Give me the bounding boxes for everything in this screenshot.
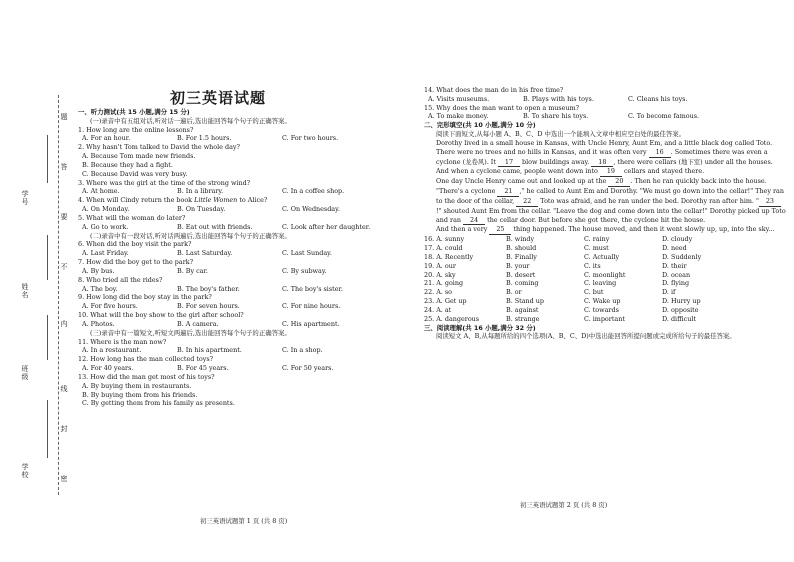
- option: C. For 50 years.: [282, 364, 334, 373]
- passage-paragraph: Dorothy lived in a small house in Kansas, with Uncle Henry, Aunt Em, and a little black dog called Toto.: [436, 138, 773, 147]
- option: B. By car.: [177, 266, 208, 275]
- question: 9. How long did the boy stay in the park?: [78, 293, 212, 302]
- option: A. For 40 years.: [82, 364, 134, 373]
- passage-text: And then a very: [436, 225, 488, 234]
- seal-char: 线: [60, 385, 68, 393]
- option: A. Last Friday.: [82, 249, 129, 258]
- cloze-option: 20. A. sky: [424, 270, 456, 279]
- option: B. Plays with his toys.: [523, 94, 594, 103]
- passage-paragraph: [424, 225, 786, 235]
- passage-text: cellars and stayed there.: [623, 167, 705, 176]
- section-instruction: 阅读短文 A、B,从每题所给的四个选项(A、B、C、D)中选出能回答所提问题或完成所给句子的最佳答案。: [436, 332, 736, 341]
- question: 12. How long has the man collected toys?: [78, 355, 214, 364]
- option: C. Look after her daughter.: [282, 222, 371, 231]
- listening-section: [78, 108, 400, 408]
- blank-20: 20: [608, 177, 630, 187]
- blank-22: 22: [516, 197, 538, 207]
- question: 15. Why does the man want to open a museum?: [424, 103, 580, 112]
- option: B. For 45 years.: [177, 364, 229, 373]
- passage-text: !" shouted Aunt Em from the cellar. "Leave the dog and come down into the cellar!" Dorothy picked up Toto and ran: [436, 206, 786, 224]
- blank-23: 23: [759, 197, 781, 207]
- name-label: 姓名: [21, 283, 29, 299]
- cloze-option: 23. A. Get up: [424, 297, 467, 306]
- question-text: 4. When will Cindy return the book: [78, 196, 195, 205]
- cloze-option: B. your: [506, 261, 530, 270]
- sub-instruction: (二)录音中有一段对话,听对话两遍后,选出能回答每个句子的正确答案。: [90, 231, 291, 240]
- cloze-option: D. opposite: [662, 305, 699, 314]
- section-instruction: 阅读下面短文,从每小题 A、B、C、D 中选出一个能填入文章中相应空白处的最佳答案。: [436, 130, 686, 139]
- option: C. In a coffee shop.: [282, 187, 345, 196]
- passage-paragraph: [424, 148, 786, 177]
- cloze-option: D. if: [662, 288, 676, 297]
- passage-text: . Sometimes there was even a cyclone (龙卷风). It: [436, 147, 768, 166]
- page-footer: 初三英语试题第 1 页 (共 8 页): [200, 517, 288, 525]
- school-label: 学校: [21, 463, 29, 479]
- option: B. In a library.: [177, 187, 224, 196]
- passage-text: One day Uncle Henry came out and looked up at the: [436, 177, 607, 186]
- option: A. To make money.: [428, 112, 489, 121]
- book-title: Little Women: [194, 196, 238, 205]
- question-text: to Alice?: [237, 196, 268, 205]
- option: A. Visits museums.: [428, 94, 490, 103]
- option: A. In a restaurant.: [82, 346, 142, 355]
- question: 2. Why hasn't Tom talked to David the whole day?: [78, 143, 240, 152]
- option: B. By buying them from his friends.: [82, 390, 198, 399]
- question: 7. How did the boy get to the park?: [78, 258, 194, 267]
- cloze-option: D. ocean: [662, 270, 691, 279]
- option: C. His apartment.: [282, 319, 340, 328]
- option: C. By getting them from his family as presents.: [82, 399, 235, 408]
- cloze-option: B. against: [506, 305, 539, 314]
- class-label: 班级: [21, 365, 29, 381]
- school-line: [47, 400, 48, 458]
- cloze-option: C. must: [584, 244, 609, 253]
- option: C. For nine hours.: [282, 302, 341, 311]
- blank-19: 19: [600, 167, 622, 177]
- student-id-line: [47, 135, 48, 183]
- cloze-option: B. windy: [506, 235, 535, 244]
- cloze-option: C. towards: [584, 305, 619, 314]
- passage-text: Toto was afraid, and he ran under the bed. Dorothy ran after him. ": [540, 196, 759, 205]
- blank-24: 24: [463, 216, 485, 226]
- question: 11. Where is the man now?: [78, 337, 167, 346]
- passage-text: . Then he ran quickly back into the house. "There's a cyclone: [436, 177, 767, 196]
- class-line: [47, 315, 48, 360]
- page-footer: 初三英语试题第 2 页 (共 8 页): [520, 501, 608, 509]
- option: C. In a shop.: [282, 346, 323, 355]
- cloze-option: D. flying: [662, 279, 690, 288]
- passage-text: thing happened. The house moved, and then it went slowly up, up, into the sky...: [513, 225, 775, 234]
- cloze-option: B. Stand up: [506, 297, 544, 306]
- option: A. Because Tom made new friends.: [82, 152, 196, 161]
- option: B. Because they had a fight.: [82, 160, 173, 169]
- passage-text: the cellar door. But before she got there, the cyclone hit the house.: [487, 215, 706, 224]
- option: A. Photos.: [82, 319, 115, 328]
- option: B. In his apartment.: [177, 346, 242, 355]
- cloze-option: D. need: [662, 244, 687, 253]
- cloze-option: 25. A. dangerous: [424, 314, 480, 323]
- option: B. Last Saturday.: [177, 249, 233, 258]
- cloze-option: B. desert: [506, 270, 536, 279]
- seal-char: 密: [60, 475, 68, 483]
- cloze-option: 17. A. could: [424, 244, 463, 253]
- cloze-option: D. their: [662, 261, 687, 270]
- option: A. At home.: [82, 187, 120, 196]
- binding-margin: [18, 95, 66, 495]
- blank-17: 17: [498, 158, 520, 168]
- question: 14. What does the man do in his free time?: [424, 86, 564, 94]
- student-id-label: 学号: [21, 190, 29, 206]
- cloze-option: C. Wake up: [584, 297, 621, 306]
- seal-char: 封: [60, 425, 68, 433]
- blank-16: 16: [649, 148, 671, 158]
- cloze-option: D. cloudy: [662, 235, 693, 244]
- option: C. For two hours.: [282, 134, 339, 143]
- option: B. Eat out with friends.: [177, 222, 253, 231]
- passage-text: , there were cellars (地下室) under all the houses. And when a cyclone came, people went down into: [436, 157, 773, 176]
- question: 5. What will the woman do later?: [78, 213, 186, 222]
- blank-18: 18: [591, 158, 613, 168]
- section-heading: 三、阅读理解(共 16 小题,满分 32 分): [424, 323, 536, 332]
- cloze-option: 24. A. at: [424, 305, 452, 314]
- seal-char: 答: [60, 163, 68, 171]
- right-column: [424, 86, 786, 341]
- section-heading: 一、听力测试(共 15 小题,满分 15 分): [78, 108, 190, 116]
- cloze-option: C. its: [584, 261, 601, 270]
- blank-21: 21: [497, 187, 519, 197]
- exam-page-2: [410, 0, 794, 562]
- cloze-option: C. Actually: [584, 252, 620, 261]
- cloze-option: C. rainy: [584, 235, 610, 244]
- cloze-option: B. Finally: [506, 252, 537, 261]
- passage-text: ," he called to Aunt Em and Dorothy. "We must go down into the cellar!" They ran to the door of the cellar,: [436, 187, 784, 205]
- question: 13. How did the man get most of his toys?: [78, 372, 215, 381]
- cloze-option: C. important: [584, 314, 625, 323]
- option: A. The boy.: [82, 284, 118, 293]
- option: C. On Wednesday.: [282, 205, 340, 214]
- option: C. Cleans his toys.: [628, 94, 688, 103]
- option: B. To share his toys.: [523, 112, 589, 121]
- passage-text: blow buildings away.: [522, 157, 590, 166]
- cloze-option: C. but: [584, 288, 604, 297]
- cloze-option: 16. A. sunny: [424, 235, 465, 244]
- seal-char: 内: [60, 320, 68, 328]
- option: C. The boy's sister.: [282, 284, 343, 293]
- option: B. A camera.: [177, 319, 219, 328]
- question: 10. What will the boy show to the girl after school?: [78, 311, 244, 320]
- seal-char: 不: [60, 263, 68, 271]
- seal-char: 题: [60, 113, 68, 121]
- cloze-option: D. difficult: [662, 314, 696, 323]
- cloze-option: C. moonlight: [584, 270, 626, 279]
- question: 1. How long are the online lessons?: [78, 125, 194, 134]
- option: B. On Tuesday.: [177, 205, 226, 214]
- cloze-option: 18. A. Recently: [424, 252, 474, 261]
- cloze-option: B. should: [506, 244, 537, 253]
- sub-instruction: (三)录音中有一篇短文,听短文两遍后,选出能回答每个句子的正确答案。: [90, 328, 291, 337]
- cloze-option: D. Hurry up: [662, 297, 701, 306]
- cloze-options: [424, 235, 786, 323]
- option: A. On Monday.: [82, 205, 130, 214]
- cloze-option: 22. A. so: [424, 288, 452, 297]
- option: C. By subway.: [282, 266, 327, 275]
- cloze-option: 21. A. going: [424, 279, 464, 288]
- cloze-option: C. leaving: [584, 279, 617, 288]
- option: B. For 1.5 hours.: [177, 134, 232, 143]
- option: B. For seven hours.: [177, 302, 240, 311]
- question: 6. When did the boy visit the park?: [78, 240, 192, 249]
- exam-title: 初三英语试题: [170, 89, 267, 107]
- option: C. Last Sunday.: [282, 249, 332, 258]
- option: A. For an hour.: [82, 134, 131, 143]
- option: A. Go to work.: [82, 222, 129, 231]
- cloze-option: B. or: [506, 288, 522, 297]
- passage-paragraph: [424, 177, 786, 225]
- option: C. To become famous.: [628, 112, 700, 121]
- cloze-option: B. strange: [506, 314, 540, 323]
- blank-25: 25: [489, 225, 511, 235]
- option: B. The boy's father.: [177, 284, 240, 293]
- passage-text: There were no trees and no hills in Kansas, and it was often very: [436, 147, 647, 156]
- option: A. By buying them in restaurants.: [82, 381, 192, 390]
- seal-line: [58, 95, 59, 495]
- name-line: [47, 235, 48, 280]
- cloze-option: 19. A. our: [424, 261, 456, 270]
- question: 8. Who tried all the rides?: [78, 275, 163, 284]
- question: [78, 196, 400, 205]
- question: 3. Where was the girl at the time of the strong wind?: [78, 178, 251, 187]
- section-heading: 二、完形填空(共 10 小题,满分 10 分): [424, 121, 536, 130]
- cloze-option: D. Suddenly: [662, 252, 702, 261]
- option: A. By bus.: [82, 266, 115, 275]
- option: C. Because David was very busy.: [82, 169, 188, 178]
- option: A. For five hours.: [82, 302, 138, 311]
- cloze-option: B. coming: [506, 279, 539, 288]
- sub-instruction: (一)录音中有五组对话,听对话一遍后,选出能回答每个句子的正确答案。: [90, 116, 291, 125]
- seal-char: 要: [60, 213, 68, 221]
